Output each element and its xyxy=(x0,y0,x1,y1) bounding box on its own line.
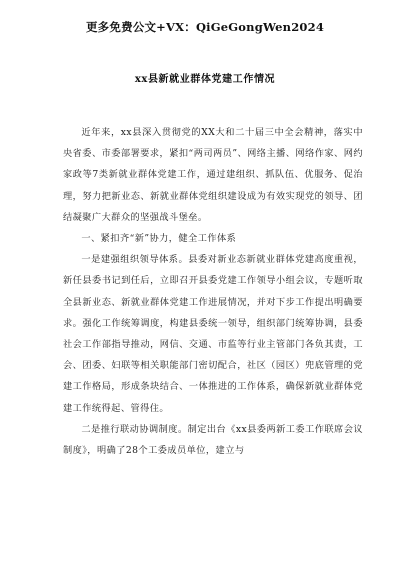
header-banner: 更多免费公文+VX：QiGeGongWen2024 xyxy=(85,20,325,34)
paragraph-organization: 一是建强组织领导体系。县委对新业态新就业群体党建高度重视，新任县委书记到任后，立即召开县委党建工作领导小组会议，专题听取全县新业态、新就业群体党建工作进展情况，并对下步工作提出明确要求。强化工作统筹调度，构建县委统一领导，组织部门统筹协调，县委社会工作部指导推动，网信、交通、市监等行业主管部门各负其责，工会、团委、妇联等相关职能部门密切配合，社区（园区）兜底管理的党建工作格局，形成条块结合、一体推进的工作体系，确保新就业群体党建工作统得起、管得住。 xyxy=(63,254,363,414)
document-body xyxy=(63,122,363,461)
paragraph-intro: 近年来，xx县深入贯彻党的XX大和二十届三中全会精神，落实中央省委、市委部署要求，紧扣“两司两员”、网络主播、网络作家、网约家政等7类新就业群体党建工作，通过建组织、抓队伍、优服务、促治理，努力把新业态、新就业群体党组织建设成为有效实现党的领导、团结凝聚广大群众的坚强战斗堡垒。 xyxy=(63,127,363,223)
document-title: xx县新就业群体党建工作情况 xyxy=(134,74,276,85)
section-heading-1: 一、紧扣齐“新”协力，健全工作体系 xyxy=(81,233,237,245)
paragraph-coordination: 二是推行联动协调制度。制定出台《xx县委两新工委工作联席会议制度》，明确了28个工委成员单位，建立与 xyxy=(63,423,363,457)
